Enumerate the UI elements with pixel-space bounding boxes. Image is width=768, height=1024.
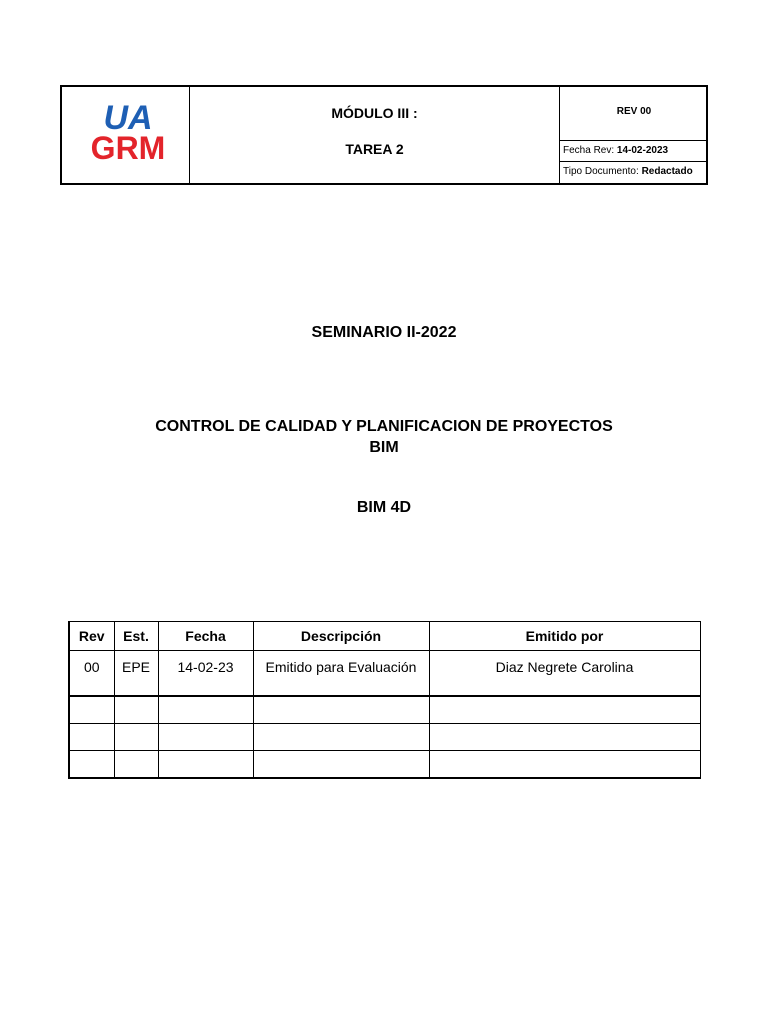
tarea-title: TAREA 2 bbox=[345, 141, 404, 157]
empty-cell bbox=[253, 724, 429, 751]
title-cell bbox=[190, 87, 560, 183]
tipo-documento-label: Tipo Documento: bbox=[563, 166, 642, 177]
empty-cell bbox=[69, 696, 114, 724]
empty-cell bbox=[429, 751, 700, 779]
column-header-est: Est. bbox=[114, 622, 158, 651]
logo-bottom-text: GRM bbox=[90, 130, 166, 161]
cell-emitido-por: Diaz Negrete Carolina bbox=[429, 651, 700, 697]
uagrm-logo-graphic bbox=[80, 101, 176, 161]
column-header-descripcion: Descripción bbox=[253, 622, 429, 651]
empty-cell bbox=[114, 696, 158, 724]
revision-table-header-row bbox=[69, 622, 700, 651]
uagrm-logo bbox=[80, 101, 176, 161]
empty-cell bbox=[158, 724, 253, 751]
tipo-documento-row bbox=[560, 162, 711, 183]
empty-cell bbox=[253, 751, 429, 779]
empty-cell bbox=[114, 724, 158, 751]
logo-cell bbox=[62, 87, 190, 183]
cell-est: EPE bbox=[114, 651, 158, 697]
meta-cell bbox=[560, 87, 708, 183]
cell-fecha: 14-02-23 bbox=[158, 651, 253, 697]
empty-cell bbox=[429, 724, 700, 751]
bim4d-title: BIM 4D bbox=[356, 499, 412, 516]
empty-table-row bbox=[69, 696, 700, 724]
empty-cell bbox=[158, 696, 253, 724]
project-title-line2: BIM bbox=[369, 439, 399, 456]
column-header-rev: Rev bbox=[69, 622, 114, 651]
empty-table-row bbox=[69, 751, 700, 779]
modulo-title: MÓDULO III : bbox=[331, 105, 418, 121]
empty-cell bbox=[114, 751, 158, 779]
document-header bbox=[60, 85, 708, 185]
fecha-rev-value: 14-02-2023 bbox=[616, 145, 669, 156]
seminario-title: SEMINARIO II-2022 bbox=[311, 324, 457, 341]
empty-table-row bbox=[69, 724, 700, 751]
column-header-emitido-por: Emitido por bbox=[429, 622, 700, 651]
table-row bbox=[69, 651, 700, 697]
project-title-line1: CONTROL DE CALIDAD Y PLANIFICACION DE PROYECTOS bbox=[155, 418, 613, 435]
logo-top-text: UA bbox=[103, 101, 153, 137]
empty-cell bbox=[253, 696, 429, 724]
fecha-rev-label: Fecha Rev: bbox=[563, 145, 617, 156]
empty-cell bbox=[69, 751, 114, 779]
empty-cell bbox=[69, 724, 114, 751]
cell-descripcion: Emitido para Evaluación bbox=[253, 651, 429, 697]
fecha-rev-row bbox=[560, 141, 708, 162]
empty-cell bbox=[158, 751, 253, 779]
column-header-fecha: Fecha bbox=[158, 622, 253, 651]
cell-rev: 00 bbox=[69, 651, 114, 697]
revision-table bbox=[68, 621, 701, 779]
empty-cell bbox=[429, 696, 700, 724]
project-title bbox=[100, 416, 668, 458]
rev-label: REV 00 bbox=[560, 87, 708, 141]
tipo-documento-value: Redactado bbox=[641, 166, 693, 177]
